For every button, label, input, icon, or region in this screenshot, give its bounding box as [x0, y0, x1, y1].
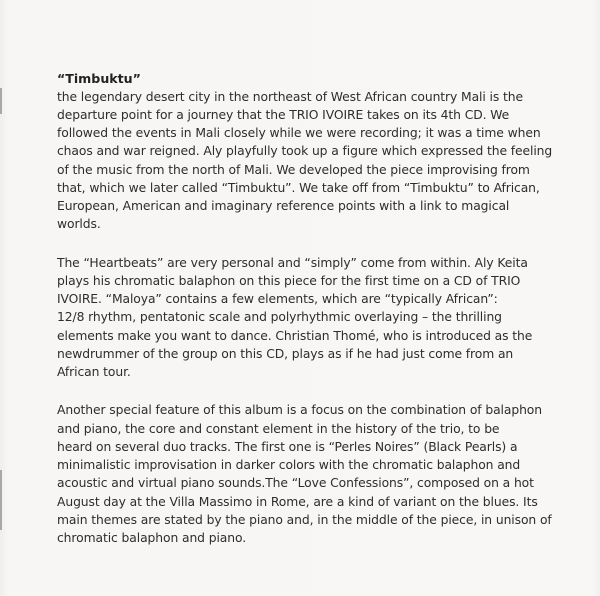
page-edge-mark-bottom: [0, 470, 2, 530]
paragraph-line: main themes are stated by the piano and, in the middle of the piece, in unison of: [57, 512, 552, 527]
section-title: “Timbuktu”: [57, 71, 141, 86]
text-block: [57, 70, 577, 547]
paragraph-line: 12/8 rhythm, pentatonic scale and polyrhythmic overlaying – the thrilling: [57, 310, 502, 325]
paragraph-line: European, American and imaginary reference points with a link to magical: [57, 199, 510, 213]
paragraph-line: worlds.: [57, 217, 101, 232]
paragraph-line: departure point for a journey that the TRIO IVOIRE takes on its 4th CD. We: [57, 107, 510, 122]
paragraph-line: that, which we later called “Timbuktu”. We take off from “Timbuktu” to African,: [57, 180, 540, 195]
paragraph-line: chromatic balaphon and piano.: [57, 531, 247, 545]
paragraph-line: heard on several duo tracks. The first one is “Perles Noires” (Black Pearls) a: [57, 439, 518, 454]
paragraph-line: the legendary desert city in the northeast of West African country Mali is the: [57, 89, 523, 104]
paragraph-line: IVOIRE. “Maloya” contains a few elements, which are “typically African”:: [57, 292, 498, 306]
paragraph-duo-tracks: [57, 401, 577, 547]
page-edge-mark-top: [0, 88, 2, 114]
paragraph-line: minimalistic improvisation in darker colors with the chromatic balaphon and: [57, 458, 521, 472]
paragraph-line: chaos and war reigned. Aly playfully took up a figure which expressed the feeling: [57, 144, 553, 159]
paragraph-timbuktu: [57, 88, 577, 234]
paragraph-line: Another special feature of this album is a focus on the combination of balaphon: [57, 403, 542, 418]
paragraph-line: The “Heartbeats” are very personal and “simply” come from within. Aly Keita: [57, 255, 528, 270]
paragraph-line: plays his chromatic balaphon on this piece for the first time on a CD of TRIO: [57, 273, 521, 288]
paragraph-line: August day at the Villa Massimo in Rome, are a kind of variant on the blues. Its: [57, 494, 538, 509]
paragraph-heartbeats: [57, 254, 577, 382]
paragraph-line: African tour.: [57, 365, 131, 379]
paragraph-line: followed the events in Mali closely while we were recording; it was a time when: [57, 126, 541, 140]
paragraph-line: newdrummer of the group on this CD, plays as if he had just come from an: [57, 346, 514, 361]
paragraph-line: and piano, the core and constant element in the history of the trio, to be: [57, 421, 500, 436]
paragraph-line: elements make you want to dance. Christian Thomé, who is introduced as the: [57, 328, 533, 343]
paragraph-line: of the music from the north of Mali. We developed the piece improvising from: [57, 162, 530, 177]
paragraph-line: acoustic and virtual piano sounds.The “Love Confessions”, composed on a hot: [57, 476, 534, 491]
